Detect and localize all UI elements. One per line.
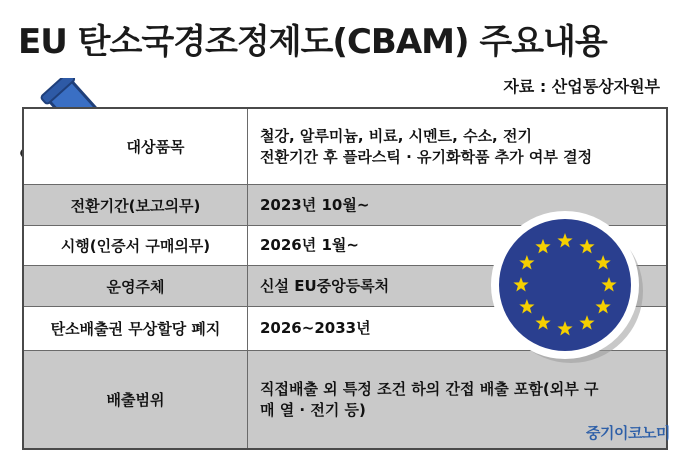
row-value-line: 2026년 1월~ [260, 236, 359, 254]
row-value-line: 신설 EU중앙등록처 [260, 276, 390, 295]
row-value-line: 2023년 10월~ [260, 195, 370, 214]
row-value-line: 철강, 알루미늄, 비료, 시멘트, 수소, 전기 [260, 126, 532, 145]
row-value-line: 전환기간 후 플라스틱 · 유기화학품 추가 여부 결정 [260, 147, 593, 166]
source-note: 자료 : 산업통상자원부 [503, 77, 660, 96]
table-row [24, 109, 666, 184]
page-title: EU 탄소국경조정제도(CBAM) 주요내용 [18, 22, 607, 62]
row-label: 전환기간(보고의무) [24, 185, 248, 225]
row-value [248, 109, 666, 184]
row-label: 운영주체 [24, 266, 248, 306]
row-value-line: 매 열 · 전기 등) [260, 400, 366, 419]
eu-flag-icon [485, 205, 645, 365]
row-label: 시행(인증서 구매의무) [24, 226, 248, 265]
row-value-line: 2026~2033년 [260, 319, 371, 337]
row-label: 대상품목 [24, 109, 248, 184]
row-label: 배출범위 [24, 351, 248, 448]
watermark-logo: 중기이코노미 [586, 424, 670, 442]
row-value-line: 직접배출 외 특정 조건 하의 간접 배출 포함(외부 구 [260, 379, 599, 398]
row-label: 탄소배출권 무상할당 폐지 [24, 307, 248, 350]
